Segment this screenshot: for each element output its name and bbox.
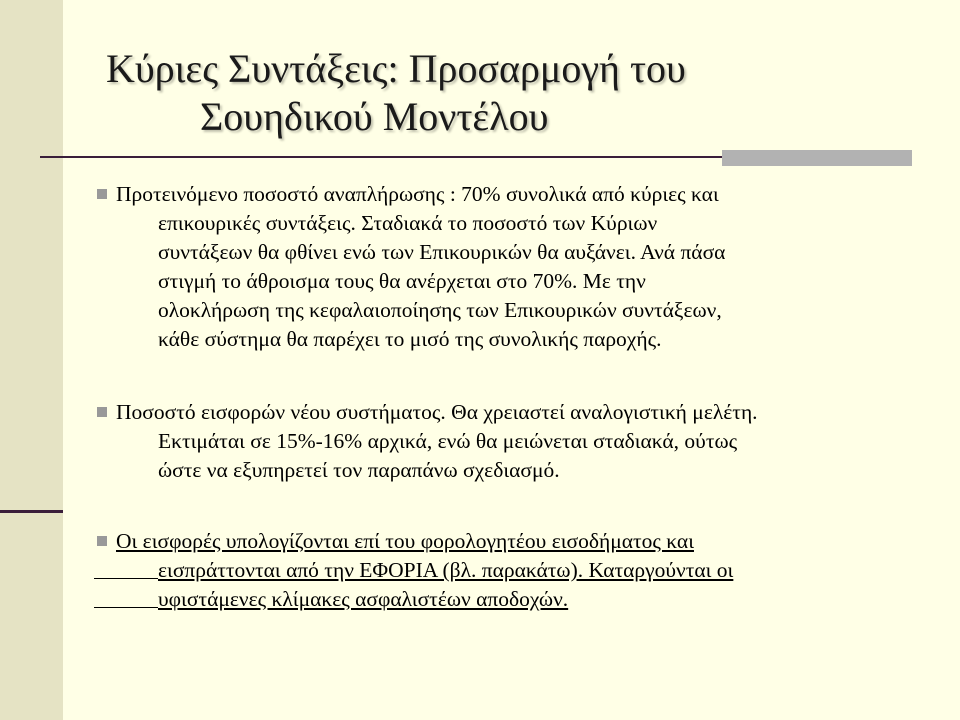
slide-title-line-2: Σουηδικού Μοντέλου <box>200 94 549 139</box>
square-bullet-icon <box>97 407 107 417</box>
left-band-divider <box>0 510 63 513</box>
bullet-text-line: στιγμή το άθροισμα τους θα ανέρχεται στο 70%. Με την <box>158 269 646 293</box>
bullet-text-line: επικουρικές συντάξεις. Σταδιακά το ποσοστό των Κύριων <box>158 211 658 235</box>
title-rule-accent-bar <box>722 150 912 166</box>
bullet-text-line: εισπράττονται από την ΕΦΟΡΙΑ (βλ. παρακάτω). Καταργούνται οι <box>158 558 734 582</box>
bullet-text-line: συντάξεων θα φθίνει ενώ των Επικουρικών θα αυξάνει. Ανά πάσα <box>158 240 726 264</box>
bullet-text-line: Οι εισφορές υπολογίζονται επί του φορολογητέου εισοδήματος και <box>116 529 694 553</box>
bullet-text-line: ώστε να εξυπηρετεί τον παραπάνω σχεδιασμό. <box>158 458 560 482</box>
bullet-text-line: ολοκλήρωση της κεφαλαιοποίησης των Επικουρικών συντάξεων, <box>158 298 722 322</box>
left-decorative-band <box>0 0 63 720</box>
bullet-text-line: κάθε σύστημα θα παρέχει το μισό της συνολικής παροχής. <box>158 327 662 351</box>
bullet-text-line: Εκτιμάται σε 15%-16% αρχικά, ενώ θα μειώνεται σταδιακά, ούτως <box>158 429 738 453</box>
square-bullet-icon <box>97 189 107 199</box>
underline-lead <box>94 607 158 608</box>
square-bullet-icon <box>97 536 107 546</box>
slide-title-line-1: Κύριες Συντάξεις: Προσαρμογή του <box>106 46 686 91</box>
bullet-text-line: Ποσοστό εισφορών νέου συστήματος. Θα χρειαστεί αναλογιστική μελέτη. <box>116 400 758 424</box>
bullet-text-line: υφιστάμενες κλίμακες ασφαλιστέων αποδοχών. <box>158 587 569 611</box>
underline-lead <box>94 578 158 579</box>
bullet-text-line: Προτεινόμενο ποσοστό αναπλήρωσης : 70% συνολικά από κύριες και <box>116 182 719 206</box>
